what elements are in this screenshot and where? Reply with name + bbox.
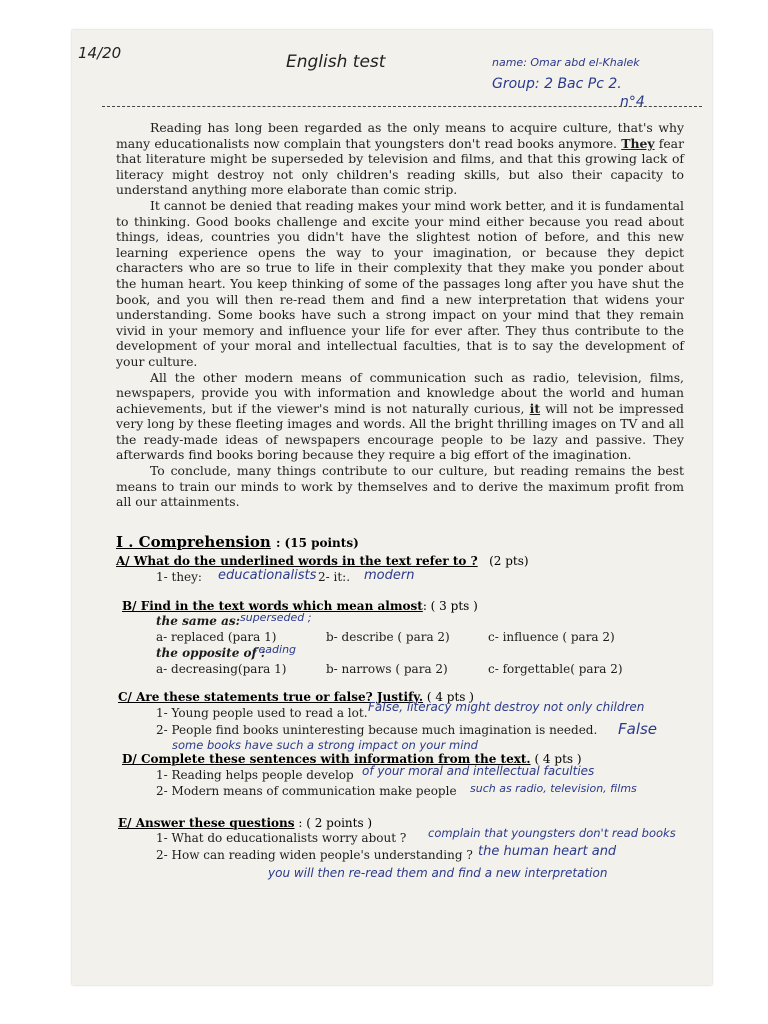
test-title: English test xyxy=(286,52,386,72)
comprehension-title: I . Comprehension xyxy=(116,533,271,551)
header-divider xyxy=(102,106,702,107)
section-c-points: ( 4 pts ) xyxy=(426,690,474,704)
section-e-points: : ( 2 points ) xyxy=(298,816,373,830)
paragraph-4: To conclude, many things contribute to our culture, but reading remains the best means to train our minds to work by themselves and to derive the maximum profit from all our attainments. xyxy=(116,463,684,510)
c-item-1: 1- Young people used to read a lot. xyxy=(156,706,368,720)
section-d-title: D/ Complete these sentences with information from the text. xyxy=(122,752,531,766)
e-answer-2: the human heart and xyxy=(478,844,617,859)
same-as-label: the same as: xyxy=(156,614,241,628)
d-answer-1: of your moral and intellectual faculties xyxy=(362,764,595,778)
score-mark: 14/20 xyxy=(78,44,122,62)
student-name: name: Omar abd el-Khalek xyxy=(492,56,640,69)
e-item-2: 2- How can reading widen people's understanding ? xyxy=(156,848,473,862)
b-item-a2: a- decreasing(para 1) xyxy=(156,662,287,676)
test-sheet xyxy=(72,30,712,985)
c-answer-1: False, literacy might destroy not only children xyxy=(368,700,645,714)
student-number: n°4 xyxy=(620,94,645,110)
comprehension-heading xyxy=(116,532,359,551)
c-item-2: 2- People find books uninteresting because much imagination is needed. xyxy=(156,723,598,737)
section-e-title: E/ Answer these questions xyxy=(118,816,295,830)
section-a-answer-2: modern xyxy=(364,568,415,583)
section-b-points: : ( 3 pts ) xyxy=(422,599,478,613)
student-group: Group: 2 Bac Pc 2. xyxy=(492,76,622,92)
b-item-b1: b- describe ( para 2) xyxy=(326,630,450,644)
b-item-c2: c- forgettable( para 2) xyxy=(488,662,623,676)
section-b-title: B/ Find in the text words which mean almost xyxy=(122,599,423,613)
section-a-item-2: 2- it:. xyxy=(318,570,351,584)
opposite-of-label: the opposite of : xyxy=(156,646,266,660)
d-item-2: 2- Modern means of communication make people xyxy=(156,784,457,798)
b-item-c1: c- influence ( para 2) xyxy=(488,630,615,644)
section-a-item-1: 1- they: xyxy=(156,570,202,584)
section-d-points: ( 4 pts ) xyxy=(534,752,582,766)
b-item-a1: a- replaced (para 1) xyxy=(156,630,277,644)
section-e-title-row xyxy=(118,816,372,830)
section-a-title-row xyxy=(116,554,529,568)
e-answer-2-line: you will then re-read them and find a new interpretation xyxy=(268,866,608,880)
b-item-b2: b- narrows ( para 2) xyxy=(326,662,448,676)
section-c-title: C/ Are these statements true or false? Justify. xyxy=(118,690,424,704)
e-item-1: 1- What do educationalists worry about ? xyxy=(156,831,407,845)
same-as-answer: superseded ; xyxy=(240,611,312,624)
section-a-answer-1: educationalists xyxy=(218,568,317,583)
d-answer-2: such as radio, television, films xyxy=(470,782,637,795)
paragraph-3: All the other modern means of communication such as radio, television, films, newspapers, provide you with information and knowledge about the world and human achievements, but if the viewer's mind is not naturally curious, it will not be impressed very long by these fleeting images and words. All the bright thrilling images on TV and all the ready-made ideas of newspapers encourage people to be lazy and passive. They afterwards find books boring because they require a big effort of the imagination. xyxy=(116,369,684,463)
comprehension-points: : (15 points) xyxy=(275,536,359,550)
reading-passage xyxy=(116,120,684,510)
c-answer-2: False xyxy=(618,720,658,738)
opposite-of-answer: reading xyxy=(254,643,297,656)
d-item-1: 1- Reading helps people develop xyxy=(156,768,354,782)
section-a-points: (2 pts) xyxy=(489,554,529,568)
paragraph-1: Reading has long been regarded as the only means to acquire culture, that's why many educationalists now complain that youngsters don't read books anymore. They fear that literature might be superseded by television and films, and that this growing lack of literacy might destroy not only children's reading skills, but also their capacity to understand anything more elaborate than comic strip. xyxy=(116,120,684,198)
section-a-title: A/ What do the underlined words in the text refer to ? xyxy=(116,554,478,568)
e-answer-1: complain that youngsters don't read books xyxy=(428,826,676,840)
paragraph-2: It cannot be denied that reading makes your mind work better, and it is fundamental to thinking. Good books challenge and excite your mind either because you read about things, ideas, countries you didn't have the slightest notion of before, and this new learning experience opens the way to your imagination, or because they depict characters who are so true to life in their complexity that they make you ponder about the human heart. You keep thinking of some of the passages long after you have shut the book, and you will then re-read them and find a new interpretation that widens your understanding. Some books have such a strong impact on your mind that they remain vivid in your memory and influence your life for ever after. They thus contribute to the development of your moral and intellectual faculties, that is to say the development of your culture. xyxy=(116,197,684,369)
c-answer-2-line: some books have such a strong impact on your mind xyxy=(172,738,478,752)
